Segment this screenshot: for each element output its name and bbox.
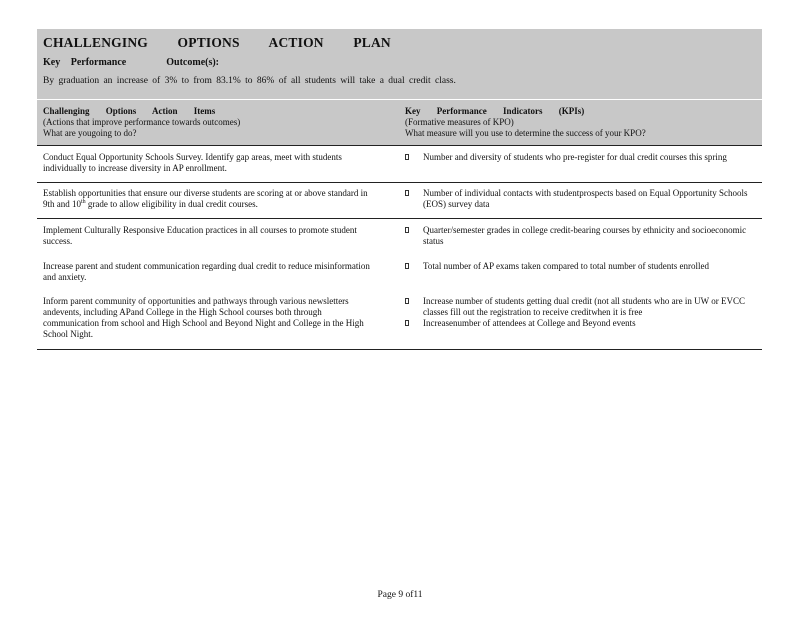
ordinal-suffix: th (81, 199, 86, 205)
kpi-item (405, 188, 755, 210)
action-item (43, 188, 373, 210)
bullet-icon (405, 320, 409, 326)
kpi-item (405, 296, 755, 318)
table-row (37, 146, 762, 183)
bullet-icon (405, 263, 409, 269)
kpi-item (405, 318, 755, 329)
action-item: Increase parent and student communication regarding dual credit to reduce misinformation and anxiety. (43, 261, 370, 282)
table-row-group (37, 219, 762, 350)
bullet-icon (405, 227, 409, 233)
column-subtitle: (Actions that improve performance towards outcomes) (43, 117, 241, 127)
column-title: Challenging Options Action Items (43, 106, 216, 116)
kpi-cell (405, 296, 755, 329)
action-item: Inform parent community of opportunities and pathways through various newsletters andevents, including APand College in the High School courses both through communication from school and High School and Beyond Night and College in the High School Night. (43, 296, 364, 339)
bullet-icon (405, 298, 409, 304)
table-row (37, 183, 762, 219)
bullet-icon (405, 154, 409, 160)
kpi-cell (405, 188, 755, 210)
plan-header (37, 29, 762, 99)
kpi-item (405, 261, 755, 272)
kpi-text: Increasenumber of attendees at College and Beyond events (423, 318, 636, 328)
column-title: Key Performance Indicators (KPIs) (405, 106, 585, 116)
action-item: Implement Culturally Responsive Education practices in all courses to promote student success. (43, 225, 357, 246)
column-subtitle: (Formative measures of KPO) (405, 117, 514, 127)
outcome-goal: By graduation an increase of 3% to from 83.1% to 86% of all students will take a dual credit class. (43, 76, 456, 86)
table-header (37, 100, 762, 146)
column-header-kpis (405, 106, 646, 139)
kpi-text: Quarter/semester grades in college credit-bearing courses by ethnicity and socioeconomic status (423, 225, 747, 246)
kpi-text: Number of individual contacts with studentprospects based on Equal Opportunity Schools (EOS) survey data (423, 188, 748, 209)
kpo-label: Key Performance (43, 57, 127, 68)
kpi-cell (405, 261, 755, 272)
kpo-heading (43, 57, 219, 68)
action-item: Conduct Equal Opportunity Schools Survey. Identify gap areas, meet with students individually to increase diversity in AP enrollment. (43, 152, 342, 173)
column-question: What measure will you use to determine the success of your KPO? (405, 128, 646, 138)
action-text: Establish opportunities that ensure our diverse students are scoring at or above standard in 9th and 10 (43, 188, 368, 209)
kpi-text: Increase number of students getting dual credit (not all students who are in UW or EVCC classes fill out the registration to receive creditwhen it is free (423, 296, 746, 317)
column-question: What are yougoing to do? (43, 128, 137, 138)
action-text-end: grade to allow eligibility in dual credit courses. (85, 199, 258, 209)
page-number: Page 9 of11 (377, 590, 423, 600)
kpi-item (405, 225, 755, 247)
kpi-text: Number and diversity of students who pre-register for dual credit courses this spring (423, 152, 727, 162)
kpi-cell (405, 225, 755, 247)
kpi-cell (405, 152, 755, 163)
kpi-item (405, 152, 755, 163)
kpi-text: Total number of AP exams taken compared to total number of students enrolled (423, 261, 709, 271)
page-title: CHALLENGING OPTIONS ACTION PLAN (43, 35, 391, 50)
outcome-label: Outcome(s): (166, 57, 220, 68)
column-header-actions (43, 106, 240, 139)
bullet-icon (405, 190, 409, 196)
